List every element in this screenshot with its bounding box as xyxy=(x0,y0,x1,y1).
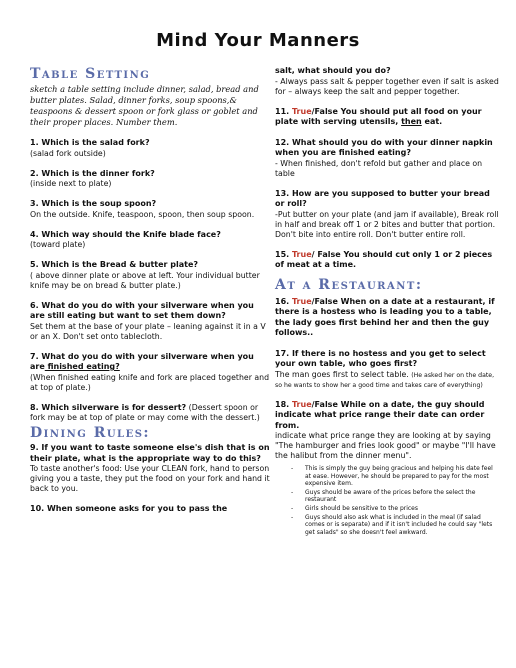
question-text xyxy=(275,250,500,271)
question-10-continued xyxy=(275,66,500,97)
true-marker: True xyxy=(291,296,312,306)
question-text: 3. Which is the soup spoon? xyxy=(30,199,157,208)
list-item: - Guys should also ask what is included in the meal (if salad comes or is separate) and if it isn't included he could say "lets get salads" so she doesn't feel awkward. xyxy=(305,514,500,537)
question-statement: /False You should put all food on your plate with serving utensils, xyxy=(275,106,482,126)
true-marker: True xyxy=(291,106,312,116)
list-item: - This is simply the guy being gracious and helping his date feel at ease. However, he should be prepared to pay for the most expensive item. xyxy=(305,465,500,488)
question-7 xyxy=(30,352,270,393)
question-text: 13. How are you supposed to butter your bread or roll? xyxy=(275,188,490,208)
question-text: 17. If there is no hostess and you get to select your own table, who goes first? xyxy=(275,348,486,368)
restaurant-heading: At a Restaurant: xyxy=(275,276,423,293)
question-text: 12. What should you do with your dinner napkin when you are finished eating? xyxy=(275,137,493,157)
true-marker: True xyxy=(291,399,312,409)
answer-text: (salad fork outside) xyxy=(30,148,106,158)
question-10 xyxy=(30,504,270,515)
answer-main: The man goes first to select table. xyxy=(275,369,412,379)
dining-rules-heading: Dining Rules: xyxy=(30,425,151,441)
question-2 xyxy=(30,169,270,190)
question-text-part: 7. What do you do with your silverware when you are xyxy=(30,351,254,371)
answer-text: To taste another's food: Use your CLEAN fork, hand to person giving you a taste, they put the food on your fork and hand it back to you. xyxy=(30,464,270,493)
question-text: salt, what should you do? xyxy=(275,66,391,75)
question-statement: /False When on a date at a restaurant, if there is a hostess who is leading you to a table, the lady goes first behind her and then the guy follows.. xyxy=(275,296,495,337)
question-text: 10. When someone asks for you to pass the xyxy=(30,504,228,513)
list-item: - Girls should be sensitive to the prices xyxy=(305,505,500,513)
question-1 xyxy=(30,138,270,159)
answer-text: indicate what price range they are looking at by saying "The hamburger and fries look good" or maybe "I'll have the halibut from the dinner menu". xyxy=(275,431,496,460)
answer-text: On the outside. Knife, teaspoon, spoon, then soup spoon. xyxy=(30,209,255,219)
question-text xyxy=(30,403,270,424)
answer-text: Set them at the base of your plate – leaning against it in a V or an X. Don't set onto tablecloth. xyxy=(30,321,266,341)
question-5 xyxy=(30,260,270,291)
question-text-underlined: finished eating? xyxy=(44,362,120,371)
question-number: 15. xyxy=(275,249,292,259)
question-text xyxy=(30,352,270,373)
answer-text: (Dessert spoon or fork may be at top of plate or may come with the dessert.) xyxy=(30,402,260,422)
question-16 xyxy=(275,297,500,339)
question-12 xyxy=(275,138,500,179)
answer-note: (He asked her on the date, so he wants to show her a good time and takes care of everything) xyxy=(275,371,495,389)
question-text: 9. If you want to taste someone else's dish that is on their plate, what is the appropriate way to do this? xyxy=(30,443,270,463)
question-3 xyxy=(30,199,270,220)
answer-text: - When finished, don't refold but gather and place on table xyxy=(275,158,483,178)
question-text: 6. What do you do with your silverware when you are still eating but want to set them down? xyxy=(30,300,254,320)
question-number: 11. xyxy=(275,106,292,116)
question-label: 8. Which silverware is for dessert? xyxy=(30,402,187,412)
question-text xyxy=(275,297,500,339)
question-4 xyxy=(30,230,270,251)
question-text xyxy=(275,107,500,128)
right-column xyxy=(275,66,500,546)
question-statement: /False While on a date, the guy should indicate what price range their date can order from. xyxy=(275,399,485,430)
answer-text: (inside next to plate) xyxy=(30,179,112,188)
question-statement-end: eat. xyxy=(421,117,443,126)
question-6 xyxy=(30,301,270,342)
true-marker: True xyxy=(291,249,312,259)
question-8 xyxy=(30,403,270,424)
question-13 xyxy=(275,189,500,240)
answer-text: - Always pass salt & pepper together even if salt is asked for – always keep the salt and pepper together. xyxy=(275,76,499,96)
question-statement: / False You should cut only 1 or 2 pieces of meat at a time. xyxy=(275,249,493,269)
question-17 xyxy=(275,349,500,390)
answer-text: (toward plate) xyxy=(30,240,86,249)
list-item: - Guys should be aware of the prices before the select the restaurant xyxy=(305,489,500,504)
table-setting-instructions: sketch a table setting include dinner, salad, bread and butter plates. Salad, dinner forks, soup spoons,& teaspoons & dessert spoon or fork glass or goblet and their proper places. Number them. xyxy=(30,84,259,127)
question-text: 2. Which is the dinner fork? xyxy=(30,168,155,178)
question-9 xyxy=(30,443,270,494)
underlined-word: then xyxy=(401,117,422,126)
question-text: 5. Which is the Bread & butter plate? xyxy=(30,260,199,269)
question-text: 4. Which way should the Knife blade face? xyxy=(30,229,221,239)
question-text: 1. Which is the salad fork? xyxy=(30,138,150,147)
question-number: 16. xyxy=(275,296,292,306)
question-18 xyxy=(275,400,500,537)
page-title: Mind Your Manners xyxy=(156,30,360,51)
question-15 xyxy=(275,250,500,271)
answer-bullet-list xyxy=(275,465,500,536)
question-11 xyxy=(275,107,500,128)
table-setting-heading: Table Setting xyxy=(30,66,151,82)
answer-text: -Put butter on your plate (and jam if available), Break roll in half and break off 1 or 2 bites and butter that portion. Don't bite into entire roll. Don't butter entire roll. xyxy=(275,209,499,239)
answer-text: (When finished eating knife and fork are placed together and at top of plate.) xyxy=(30,372,270,392)
answer-text xyxy=(275,370,500,390)
answer-text: ( above dinner plate or above at left. Your individual butter knife may be on bread & butter plate.) xyxy=(30,270,260,290)
question-number: 18. xyxy=(275,399,292,409)
question-text xyxy=(275,400,500,432)
left-column xyxy=(30,66,270,525)
